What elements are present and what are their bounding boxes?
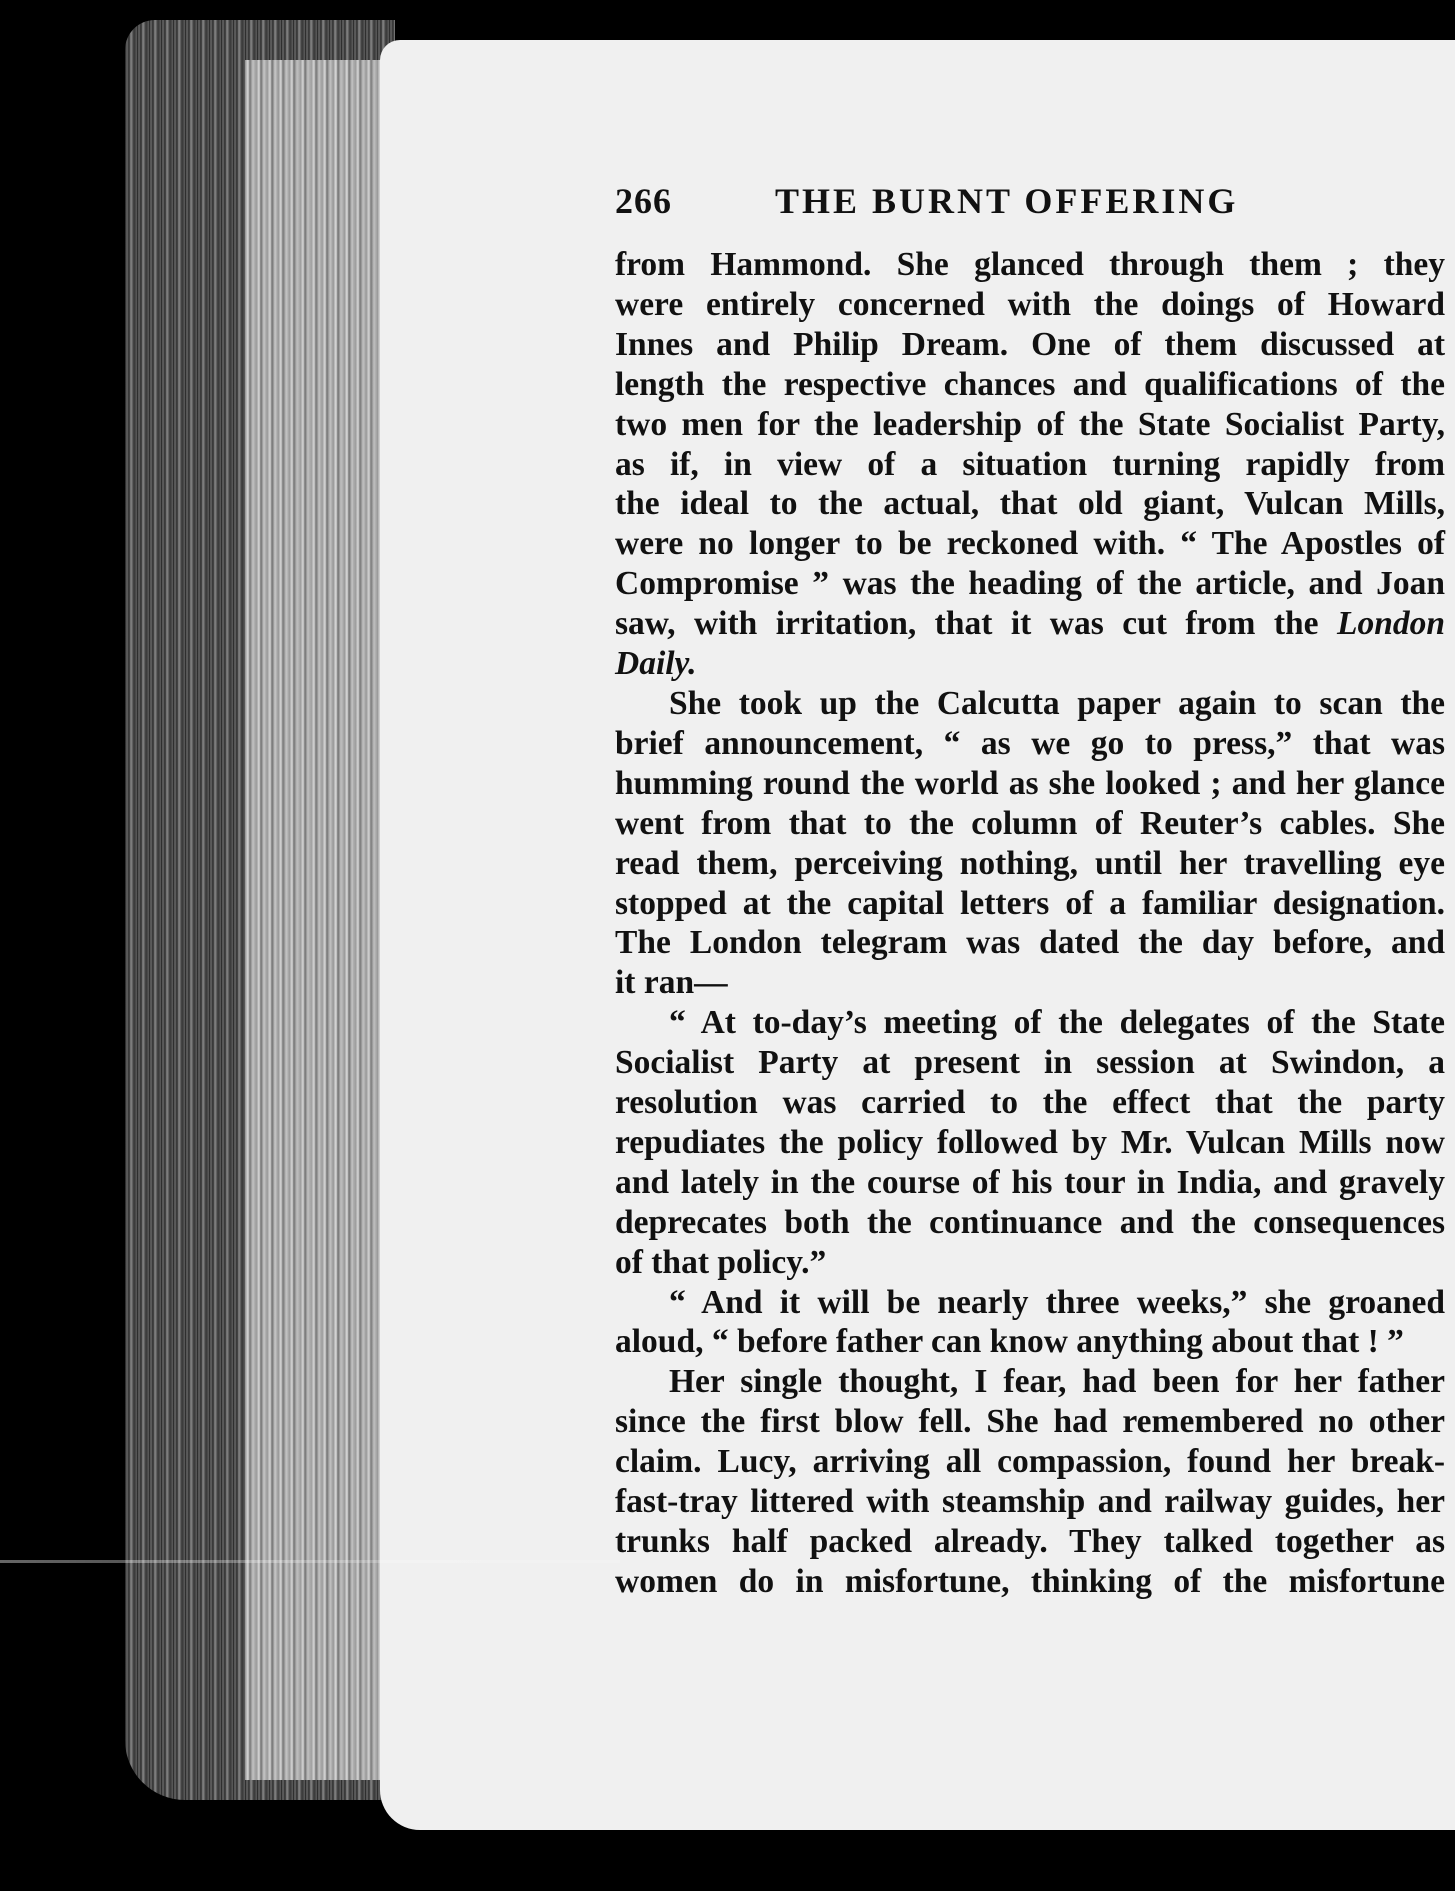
text-segment: saw, with irritation, that it was cut from the bbox=[615, 605, 1319, 643]
text-line: stopped at the capital letters of a familiar designation. bbox=[615, 884, 1445, 922]
text-line: as if, in view of a situation turning rapidly from bbox=[615, 445, 1445, 483]
text-line: The London telegram was dated the day before, and bbox=[615, 924, 1445, 962]
text-line: resolution was carried to the effect that the party bbox=[615, 1084, 1445, 1122]
paragraph-start: “ At to-day’s meeting of the delegates of the State bbox=[669, 1004, 1445, 1042]
text-line: Socialist Party at present in session at Swindon, a bbox=[615, 1044, 1445, 1082]
text-line: fast-tray littered with steamship and railway guides, her bbox=[615, 1483, 1445, 1521]
text-line: the ideal to the actual, that old giant, Vulcan Mills, bbox=[615, 485, 1445, 523]
text-line: trunks half packed already. They talked together as bbox=[615, 1523, 1445, 1560]
paragraph-start: She took up the Calcutta paper again to scan the bbox=[669, 684, 1445, 722]
text-line: length the respective chances and qualifications of the bbox=[615, 365, 1445, 403]
italic-newspaper-name: London bbox=[1337, 605, 1445, 643]
text-line: went from that to the column of Reuter’s cables. She bbox=[615, 804, 1445, 842]
paragraph-start: Her single thought, I fear, had been for her father bbox=[669, 1363, 1445, 1401]
page-number: 266 bbox=[615, 181, 672, 221]
text-line: read them, perceiving nothing, until her travelling eye bbox=[615, 844, 1445, 882]
book-page-edges bbox=[125, 20, 395, 1800]
paragraph-start: “ And it will be nearly three weeks,” she groaned bbox=[669, 1283, 1445, 1321]
text-line: were no longer to be reckoned with. “ The Apostles of bbox=[615, 525, 1445, 563]
text-line: since the first blow fell. She had remembered no other bbox=[615, 1403, 1445, 1441]
text-line: Compromise ” was the heading of the article, and Joan bbox=[615, 565, 1445, 603]
text-line: humming round the world as she looked ; and her glance bbox=[615, 764, 1445, 802]
text-line: and lately in the course of his tour in India, and gravely bbox=[615, 1163, 1445, 1201]
text-line: it ran— bbox=[615, 964, 728, 1002]
text-line-with-italic bbox=[615, 604, 1445, 644]
text-line bbox=[615, 644, 1445, 684]
text-line: two men for the leadership of the State Socialist Party, bbox=[615, 405, 1445, 443]
text-line: aloud, “ before father can know anything about that ! ” bbox=[615, 1323, 1404, 1361]
text-line: brief announcement, “ as we go to press,” that was bbox=[615, 724, 1445, 762]
running-title: THE BURNT OFFERING bbox=[775, 181, 1239, 221]
text-line: repudiates the policy followed by Mr. Vulcan Mills now bbox=[615, 1123, 1445, 1161]
text-line: of that policy.” bbox=[615, 1243, 827, 1281]
text-line: deprecates both the continuance and the consequences bbox=[615, 1203, 1445, 1241]
text-line: from Hammond. She glanced through them ; they bbox=[615, 246, 1445, 283]
body-text bbox=[615, 245, 1445, 1602]
running-head bbox=[615, 180, 1425, 222]
scan-scratch-line bbox=[0, 1560, 620, 1563]
italic-newspaper-name: Daily. bbox=[615, 645, 697, 683]
text-line: Innes and Philip Dream. One of them discussed at bbox=[615, 325, 1445, 363]
text-line: women do in misfortune, thinking of the misfortune bbox=[615, 1562, 1445, 1600]
text-line: claim. Lucy, arriving all compassion, found her break- bbox=[615, 1443, 1445, 1481]
text-line: were entirely concerned with the doings of Howard bbox=[615, 285, 1445, 323]
